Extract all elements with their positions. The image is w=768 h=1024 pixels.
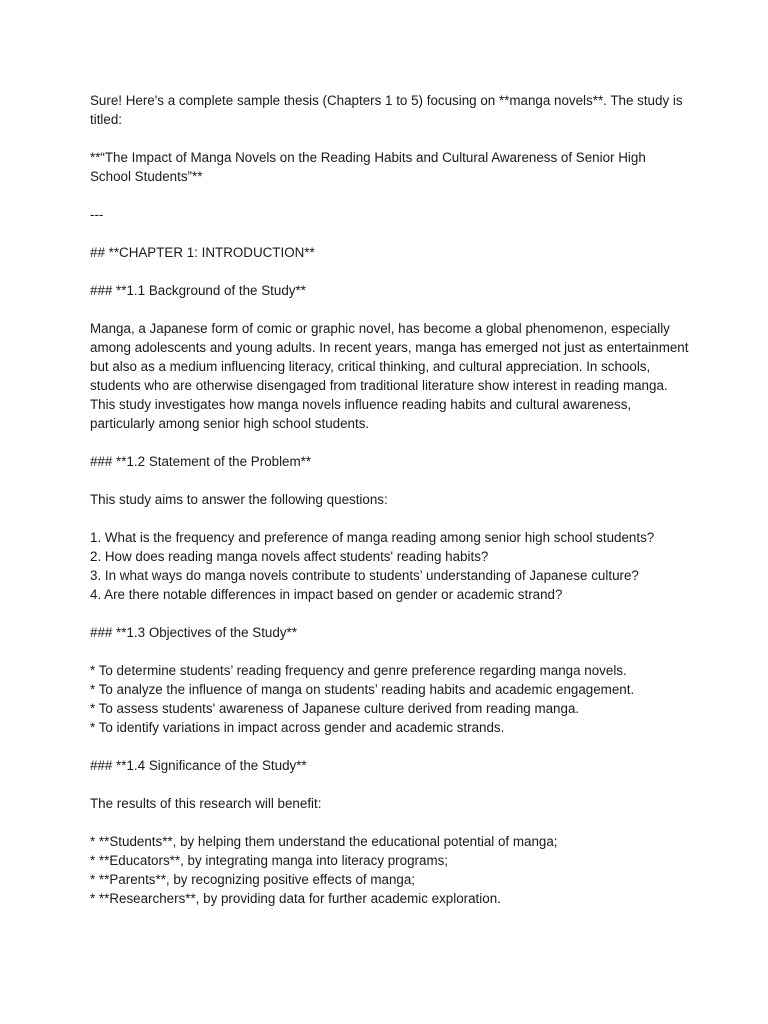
problem-heading: ### **1.2 Statement of the Problem** [90,454,312,469]
list-item: 1. What is the frequency and preference of manga reading among senior high school students? [90,530,655,545]
background-heading: ### **1.1 Background of the Study** [90,283,306,298]
list-item: * To determine students’ reading frequency and genre preference regarding manga novels. [90,663,627,678]
background-paragraph: Manga, a Japanese form of comic or graphic novel, has become a global phenomenon, especially among adolescents and young adults. In recent years, manga has emerged not just as entertainment but also as a medium influencing literacy, critical thinking, and cultural appreciation. In schools, students who are otherwise disengaged from traditional literature show interest in reading manga. This study investigates how manga novels influence reading habits and cultural awareness, particularly among senior high school students. [90,321,689,431]
separator: --- [90,207,104,222]
significance-heading: ### **1.4 Significance of the Study** [90,758,307,773]
beneficiaries-list [90,832,690,908]
significance-intro: The results of this research will benefit: [90,796,322,811]
problem-intro: This study aims to answer the following questions: [90,492,388,507]
list-item: * **Educators**, by integrating manga into literacy programs; [90,853,449,868]
list-item: * **Parents**, by recognizing positive effects of manga; [90,872,416,887]
list-item: * **Students**, by helping them understand the educational potential of manga; [90,834,558,849]
list-item: * To assess students' awareness of Japanese culture derived from reading manga. [90,701,580,716]
chapter-heading: ## **CHAPTER 1: INTRODUCTION** [90,245,315,260]
list-item: 2. How does reading manga novels affect students' reading habits? [90,549,489,564]
objectives-list [90,661,690,737]
objectives-heading: ### **1.3 Objectives of the Study** [90,625,297,640]
list-item: 4. Are there notable differences in impact based on gender or academic strand? [90,587,563,602]
list-item: * To analyze the influence of manga on students’ reading habits and academic engagement. [90,682,635,697]
problem-questions-list [90,528,690,604]
document-page [90,91,690,927]
list-item: 3. In what ways do manga novels contribute to students’ understanding of Japanese culture? [90,568,639,583]
list-item: * To identify variations in impact across gender and academic strands. [90,720,505,735]
intro-paragraph: Sure! Here's a complete sample thesis (Chapters 1 to 5) focusing on **manga novels**. The study is titled: [90,93,683,127]
list-item: * **Researchers**, by providing data for further academic exploration. [90,891,501,906]
thesis-title: **“The Impact of Manga Novels on the Reading Habits and Cultural Awareness of Senior High School Students”** [90,150,646,184]
